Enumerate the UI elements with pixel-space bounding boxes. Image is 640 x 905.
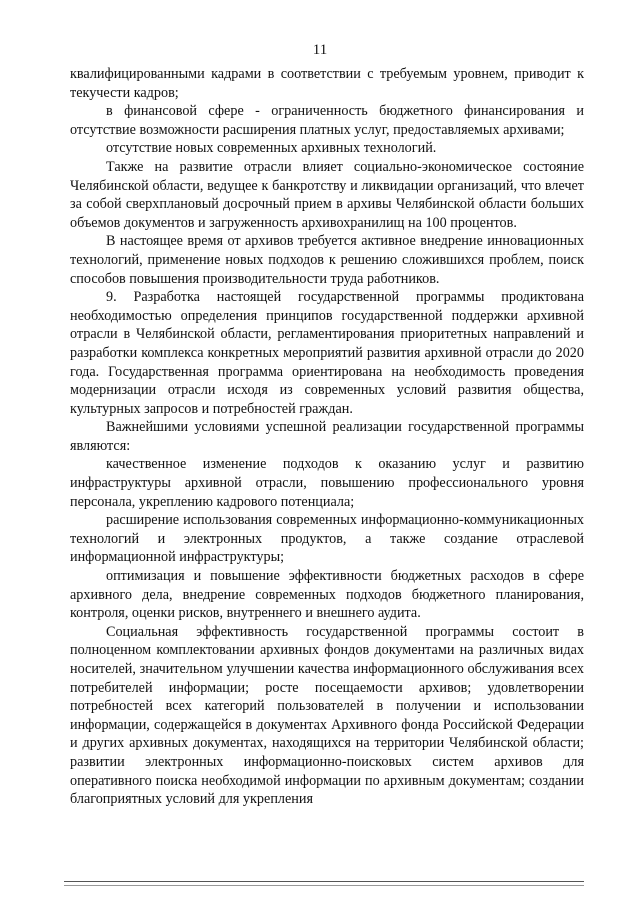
page-number: 11 [312, 42, 328, 58]
bottom-divider [64, 885, 584, 886]
paragraph: В настоящее время от архивов требуется активное внедрение инновационных технологий, применение новых подходов к решению сложившихся проблем, поиск способов повышения производительности труда работников. [70, 233, 584, 287]
paragraph: Важнейшими условиями успешной реализации государственной программы являются: [70, 419, 584, 454]
paragraph: Также на развитие отрасли влияет социально-экономическое состояние Челябинской области, ведущее к банкротству и ликвидации организаций, что влечет за собой сверхплановый досрочный прием в архивы Челябинской области больших объемов документов и загруженность архивохранилищ на 100 процентов. [70, 158, 584, 231]
document-body [70, 65, 584, 809]
paragraph: расширение использования современных информационно-коммуникационных технологий и электронных продуктов, а также создание отраслевой информационной инфраструктуры; [70, 512, 584, 566]
paragraph: оптимизация и повышение эффективности бюджетных расходов в сфере архивного дела, внедрение современных подходов бюджетного планирования, контроля, оценки рисков, внутреннего и внешнего аудита. [70, 568, 584, 622]
paragraph: качественное изменение подходов к оказанию услуг и развитию инфраструктуры архивной отрасли, повышению профессионального уровня персонала, укреплению кадрового потенциала; [70, 456, 584, 510]
bottom-divider [64, 881, 584, 882]
paragraph: Социальная эффективность государственной программы состоит в полноценном комплектовании архивных фондов документами на различных видах носителей, значительном улучшении качества информационного обслуживания всех потребителей информации; росте посещаемости архивов; удовлетворении потребностей всех категорий пользователей в получении и использовании информации, содержащейся в документах Архивного фонда Российской Федерации и других архивных документах, находящихся на территории Челябинской области; развитии электронных информационно-поисковых систем архивов для оперативного поиска необходимой информации по архивным документам; создании благоприятных условий для укрепления [70, 623, 584, 808]
paragraph-continued: квалифицированными кадрами в соответствии с требуемым уровнем, приводит к текучести кадров; [70, 66, 584, 101]
paragraph: 9. Разработка настоящей государственной программы продиктована необходимостью определения принципов государственной поддержки архивной отрасли в Челябинской области, регламентирования приоритетных направлений и разработки комплекса конкретных мероприятий развития архивной отрасли до 2020 года. Государственная программа ориентирована на необходимость проведения модернизации отрасли исходя из современных условий развития общества, культурных запросов и потребностей граждан. [70, 289, 584, 417]
paragraph: отсутствие новых современных архивных технологий. [106, 140, 437, 157]
paragraph: в финансовой сфере - ограниченность бюджетного финансирования и отсутствие возможности расширения платных услуг, предоставляемых архивами; [70, 103, 584, 138]
